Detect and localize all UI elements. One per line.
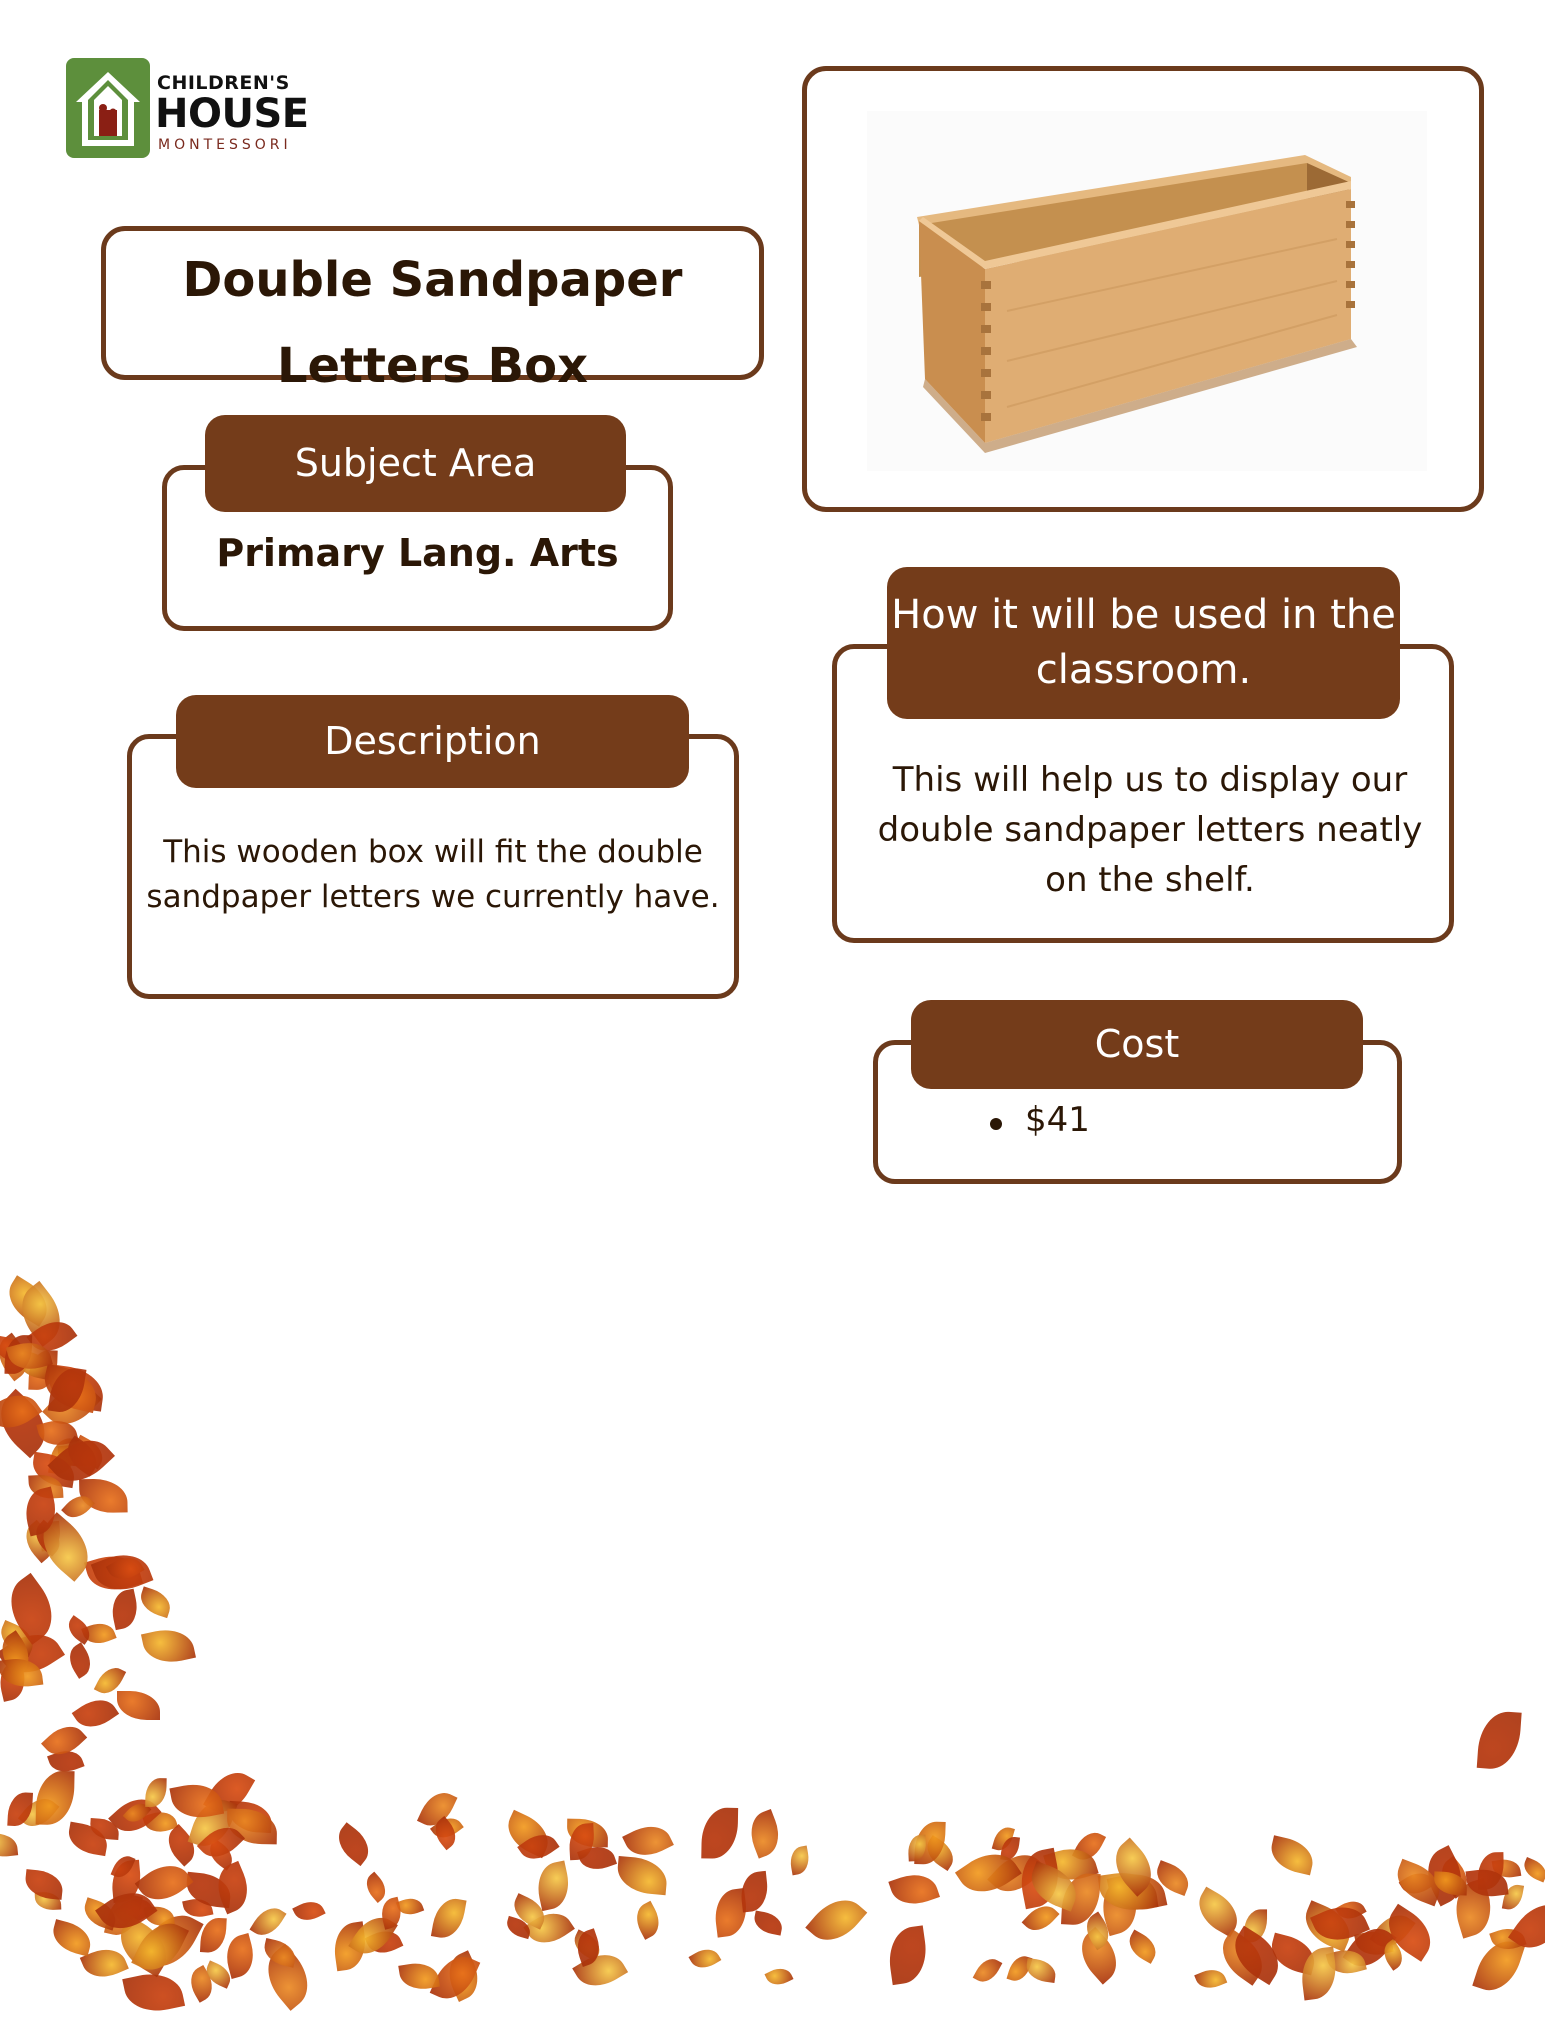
description-heading: Description bbox=[176, 695, 689, 788]
leaf-icon bbox=[805, 1888, 867, 1952]
leaf-icon bbox=[1194, 1964, 1227, 1992]
leaf-icon bbox=[1520, 1857, 1545, 1883]
leaf-icon bbox=[146, 1778, 167, 1808]
usage-heading: How it will be used in the classroom. bbox=[887, 567, 1400, 719]
house-logo-icon bbox=[66, 58, 150, 158]
leaf-icon bbox=[764, 1964, 794, 1990]
leaf-icon bbox=[616, 1856, 669, 1895]
leaf-icon bbox=[261, 1937, 299, 1967]
subject-area-heading: Subject Area bbox=[205, 415, 626, 512]
leaf-icon bbox=[49, 1920, 95, 1957]
leaf-icon bbox=[631, 1901, 666, 1940]
description-text: This wooden box will fit the double sandpaper letters we currently have. bbox=[146, 834, 720, 915]
leaf-icon bbox=[1267, 1835, 1317, 1875]
leaf-icon bbox=[888, 1867, 940, 1911]
leaf-icon bbox=[744, 1809, 787, 1859]
usage-text: This will help us to display our double sandpaper letters neatly on the shelf. bbox=[877, 760, 1423, 900]
school-logo bbox=[66, 58, 309, 162]
leaf-icon bbox=[1477, 1710, 1522, 1771]
leaf-icon bbox=[431, 1895, 467, 1941]
logo-text-montessori: MONTESSORI bbox=[158, 137, 292, 153]
product-image-card bbox=[802, 66, 1484, 512]
leaf-icon bbox=[249, 1901, 287, 1942]
leaf-icon bbox=[1190, 1887, 1246, 1938]
leaf-icon bbox=[701, 1807, 738, 1859]
logo-text-house: HOUSE bbox=[155, 91, 309, 137]
subject-area-value: Primary Lang. Arts bbox=[216, 531, 619, 575]
title-card bbox=[101, 226, 764, 394]
bullet-icon bbox=[990, 1118, 1002, 1130]
leaf-icon bbox=[331, 1822, 377, 1866]
logo-text-childrens: CHILDREN'S bbox=[157, 72, 290, 94]
leaf-icon bbox=[788, 1846, 812, 1876]
leaf-icon bbox=[36, 1770, 75, 1825]
leaf-icon bbox=[885, 1926, 931, 1986]
leaf-icon bbox=[739, 1871, 770, 1913]
leaf-icon bbox=[753, 1911, 785, 1936]
leaf-icon bbox=[23, 1869, 64, 1900]
cost-heading: Cost bbox=[911, 1000, 1363, 1089]
leaf-icon bbox=[63, 1642, 97, 1679]
leaf-icon bbox=[1024, 1958, 1057, 1983]
leaf-icon bbox=[200, 1918, 226, 1954]
leaf-icon bbox=[688, 1943, 721, 1973]
leaf-icon bbox=[108, 1588, 141, 1630]
wooden-box-image bbox=[867, 111, 1427, 471]
leaf-icon bbox=[0, 1832, 18, 1859]
autumn-leaves-border bbox=[0, 1300, 1545, 2000]
leaf-icon bbox=[292, 1896, 326, 1926]
page-title: Double Sandpaper Letters Box bbox=[182, 252, 683, 394]
leaf-icon bbox=[361, 1871, 392, 1903]
leaf-icon bbox=[117, 1691, 160, 1721]
leaf-icon bbox=[533, 1860, 573, 1911]
cost-item: $41 bbox=[1025, 1100, 1090, 1140]
leaf-icon bbox=[136, 1586, 174, 1618]
leaf-icon bbox=[1124, 1930, 1162, 1964]
leaf-icon bbox=[973, 1954, 1002, 1987]
leaf-icon bbox=[141, 1624, 196, 1668]
